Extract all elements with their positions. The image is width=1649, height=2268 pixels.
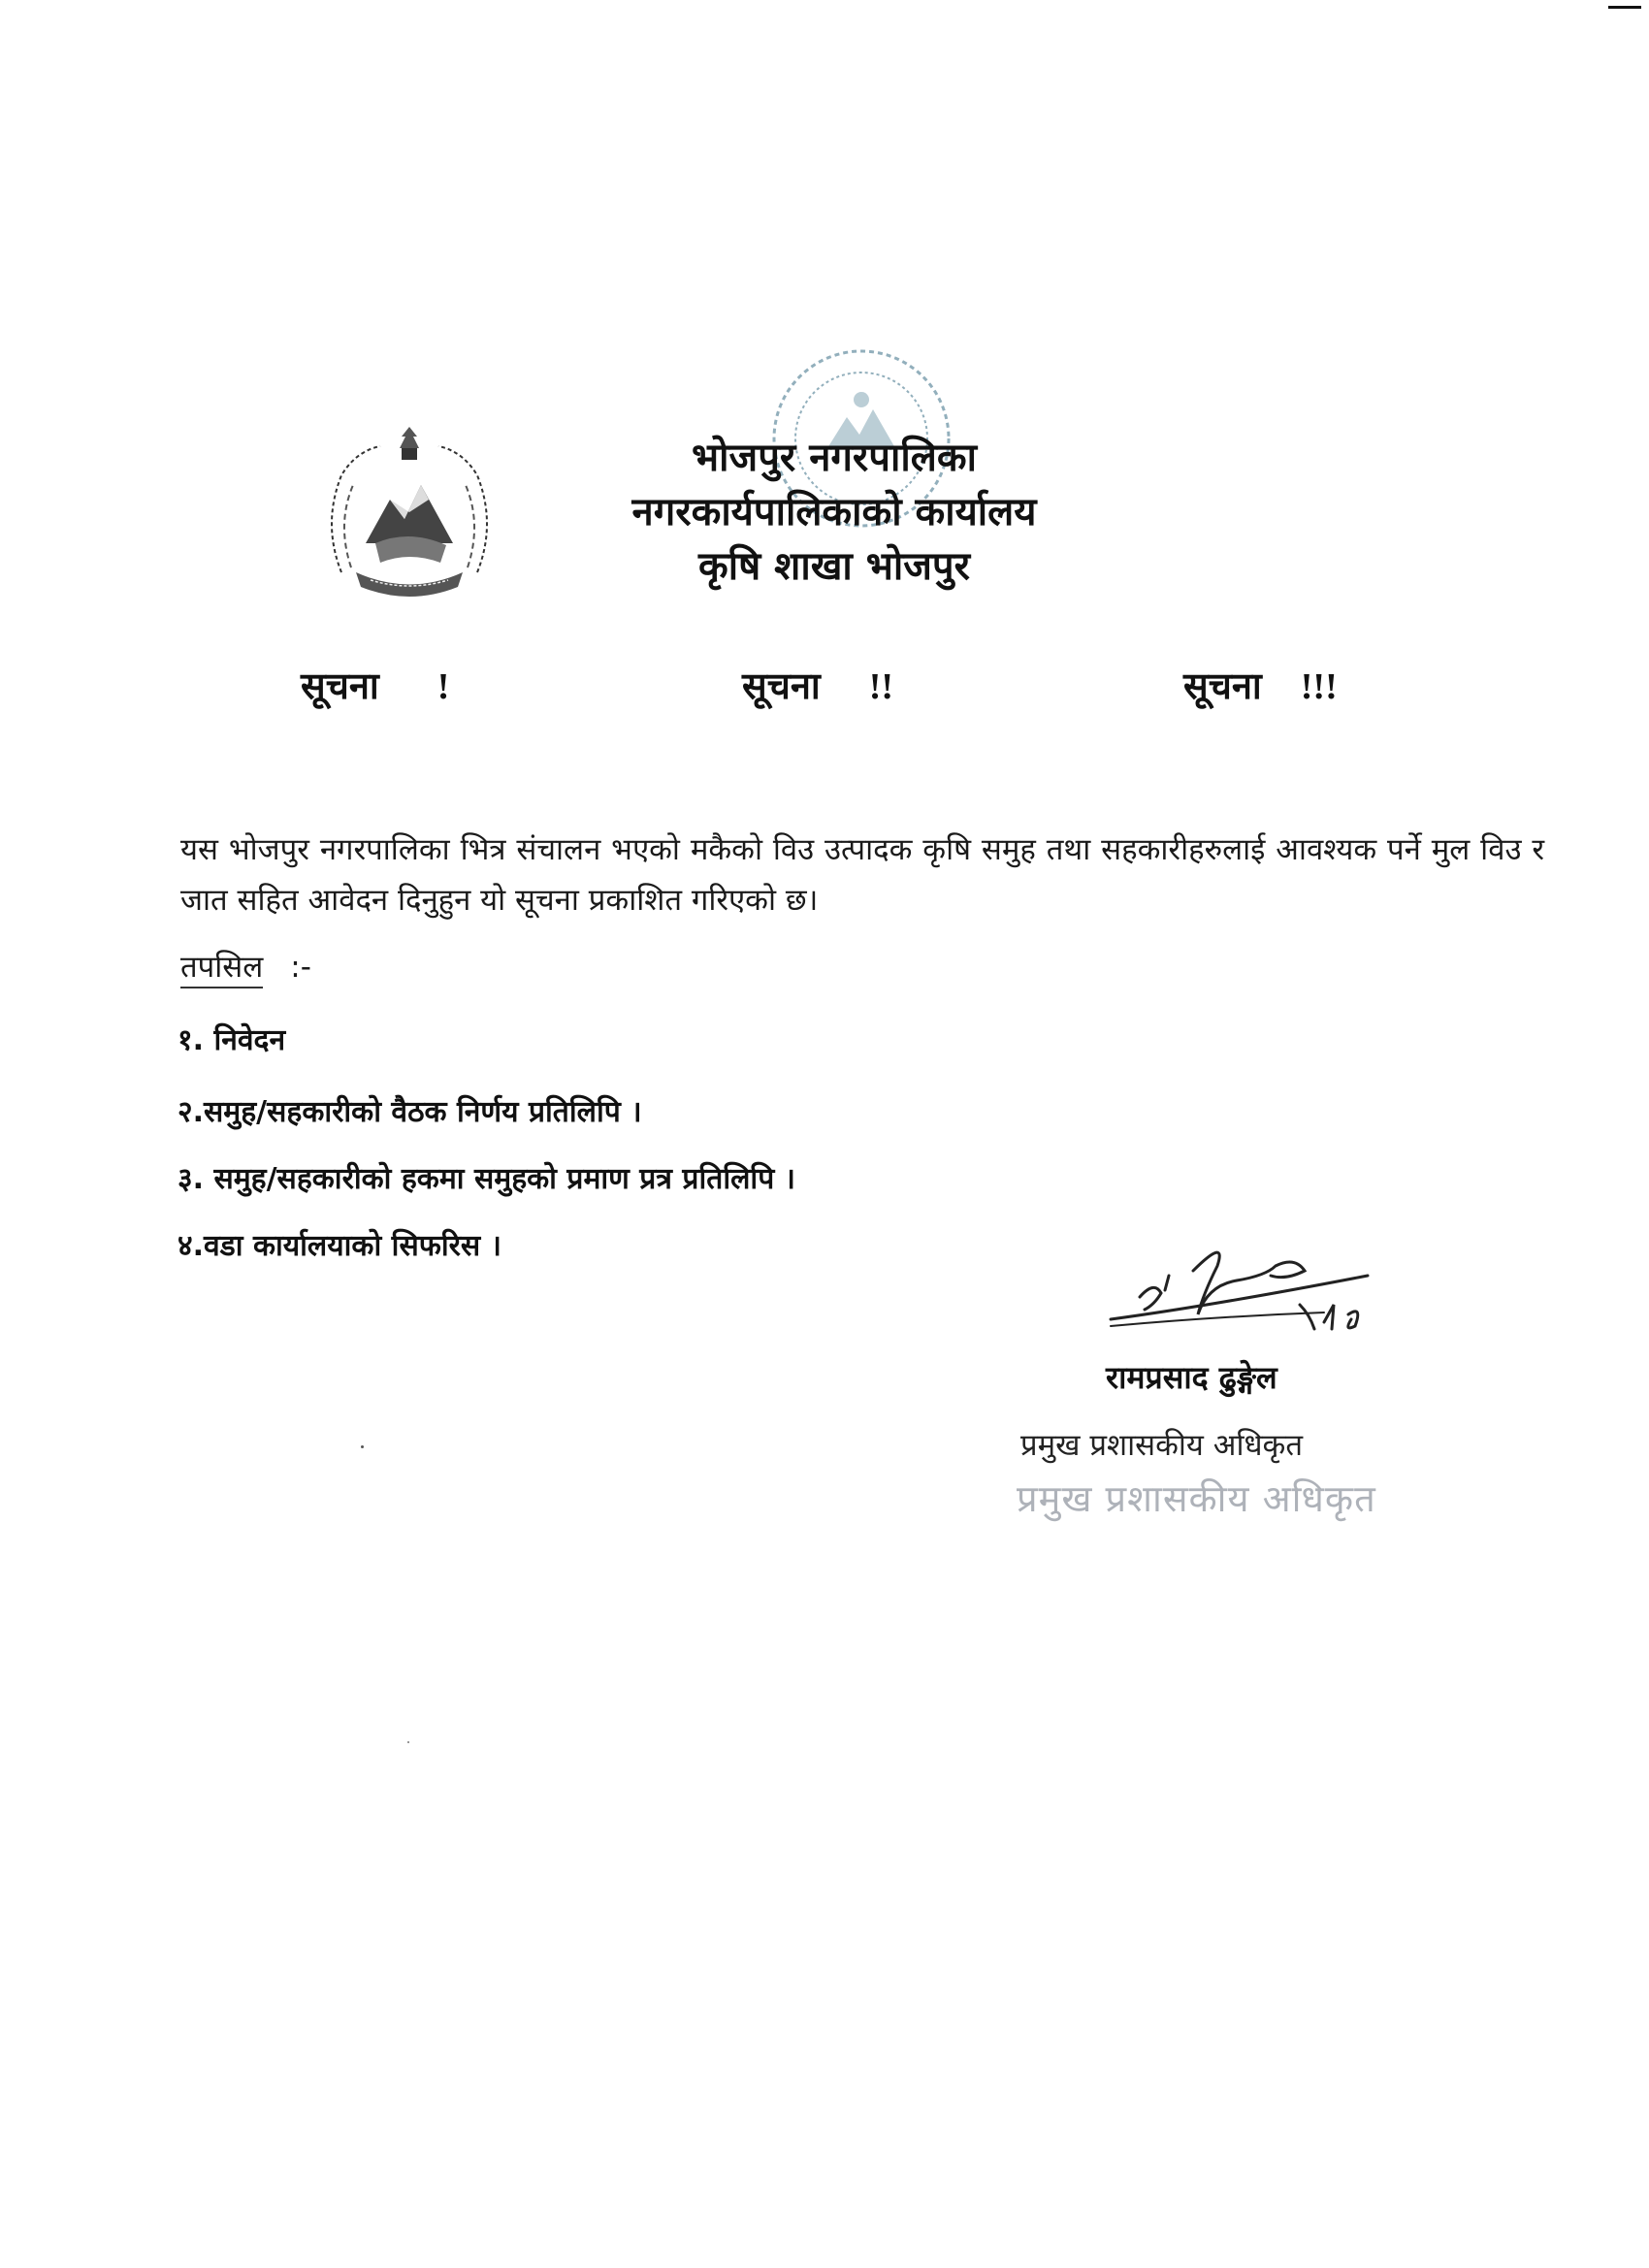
list-item: १. निवेदन: [178, 1023, 286, 1057]
notice-word: सूचना: [742, 664, 821, 707]
branch-name: कृषि शाखा भोजपुर: [698, 544, 970, 589]
notice-heading-1: [301, 660, 449, 718]
office-name: नगरकार्यपालिकाको कार्यालय: [631, 490, 1037, 535]
details-separator: :-: [290, 950, 311, 985]
signer-designation: प्रमुख प्रशासकीय अधिकृत: [1020, 1428, 1304, 1463]
notice-mark: !!: [868, 666, 894, 707]
notice-mark: !: [436, 666, 450, 707]
corner-mark: [1608, 6, 1641, 9]
list-item: २.समुह/सहकारीको वैठक निर्णय प्रतिलिपि ।: [178, 1095, 642, 1129]
office-header: [543, 431, 1125, 594]
nepal-emblem-icon: [312, 427, 506, 611]
municipality-name: भोजपुर नगरपालिका: [692, 436, 977, 480]
details-label-text: तपसिल: [180, 950, 263, 988]
notice-word: सूचना: [301, 664, 379, 707]
notice-mark: !!!: [1300, 666, 1338, 707]
list-item: ४.वडा कार्यालयाको सिफरिस ।: [178, 1229, 501, 1263]
notice-body: यस भोजपुर नगरपालिका भित्र संचालन भएको मकैको विउ उत्पादक कृषि समुह तथा सहकारीहरुलाई आवश्यक पर्ने मुल विउ र जात सहित आवेदन दिनुहुन यो सूचना प्रकाशित गरिएको छ।: [180, 832, 1544, 918]
signer-name: रामप्रसाद ढुङ्गेल: [1106, 1359, 1277, 1396]
designation-stamp: प्रमुख प्रशासकीय अधिकृत: [1017, 1477, 1376, 1520]
list-item: ३. समुह/सहकारीको हकमा समुहको प्रमाण प्रत्र प्रतिलिपि ।: [178, 1162, 796, 1196]
speck: [361, 1445, 364, 1448]
notice-word: सूचना: [1183, 664, 1262, 707]
details-label: [180, 946, 311, 987]
signature-icon: [1101, 1237, 1382, 1348]
notice-heading-2: [742, 660, 893, 718]
notice-heading-3: [1183, 660, 1338, 718]
speck: [407, 1741, 409, 1743]
